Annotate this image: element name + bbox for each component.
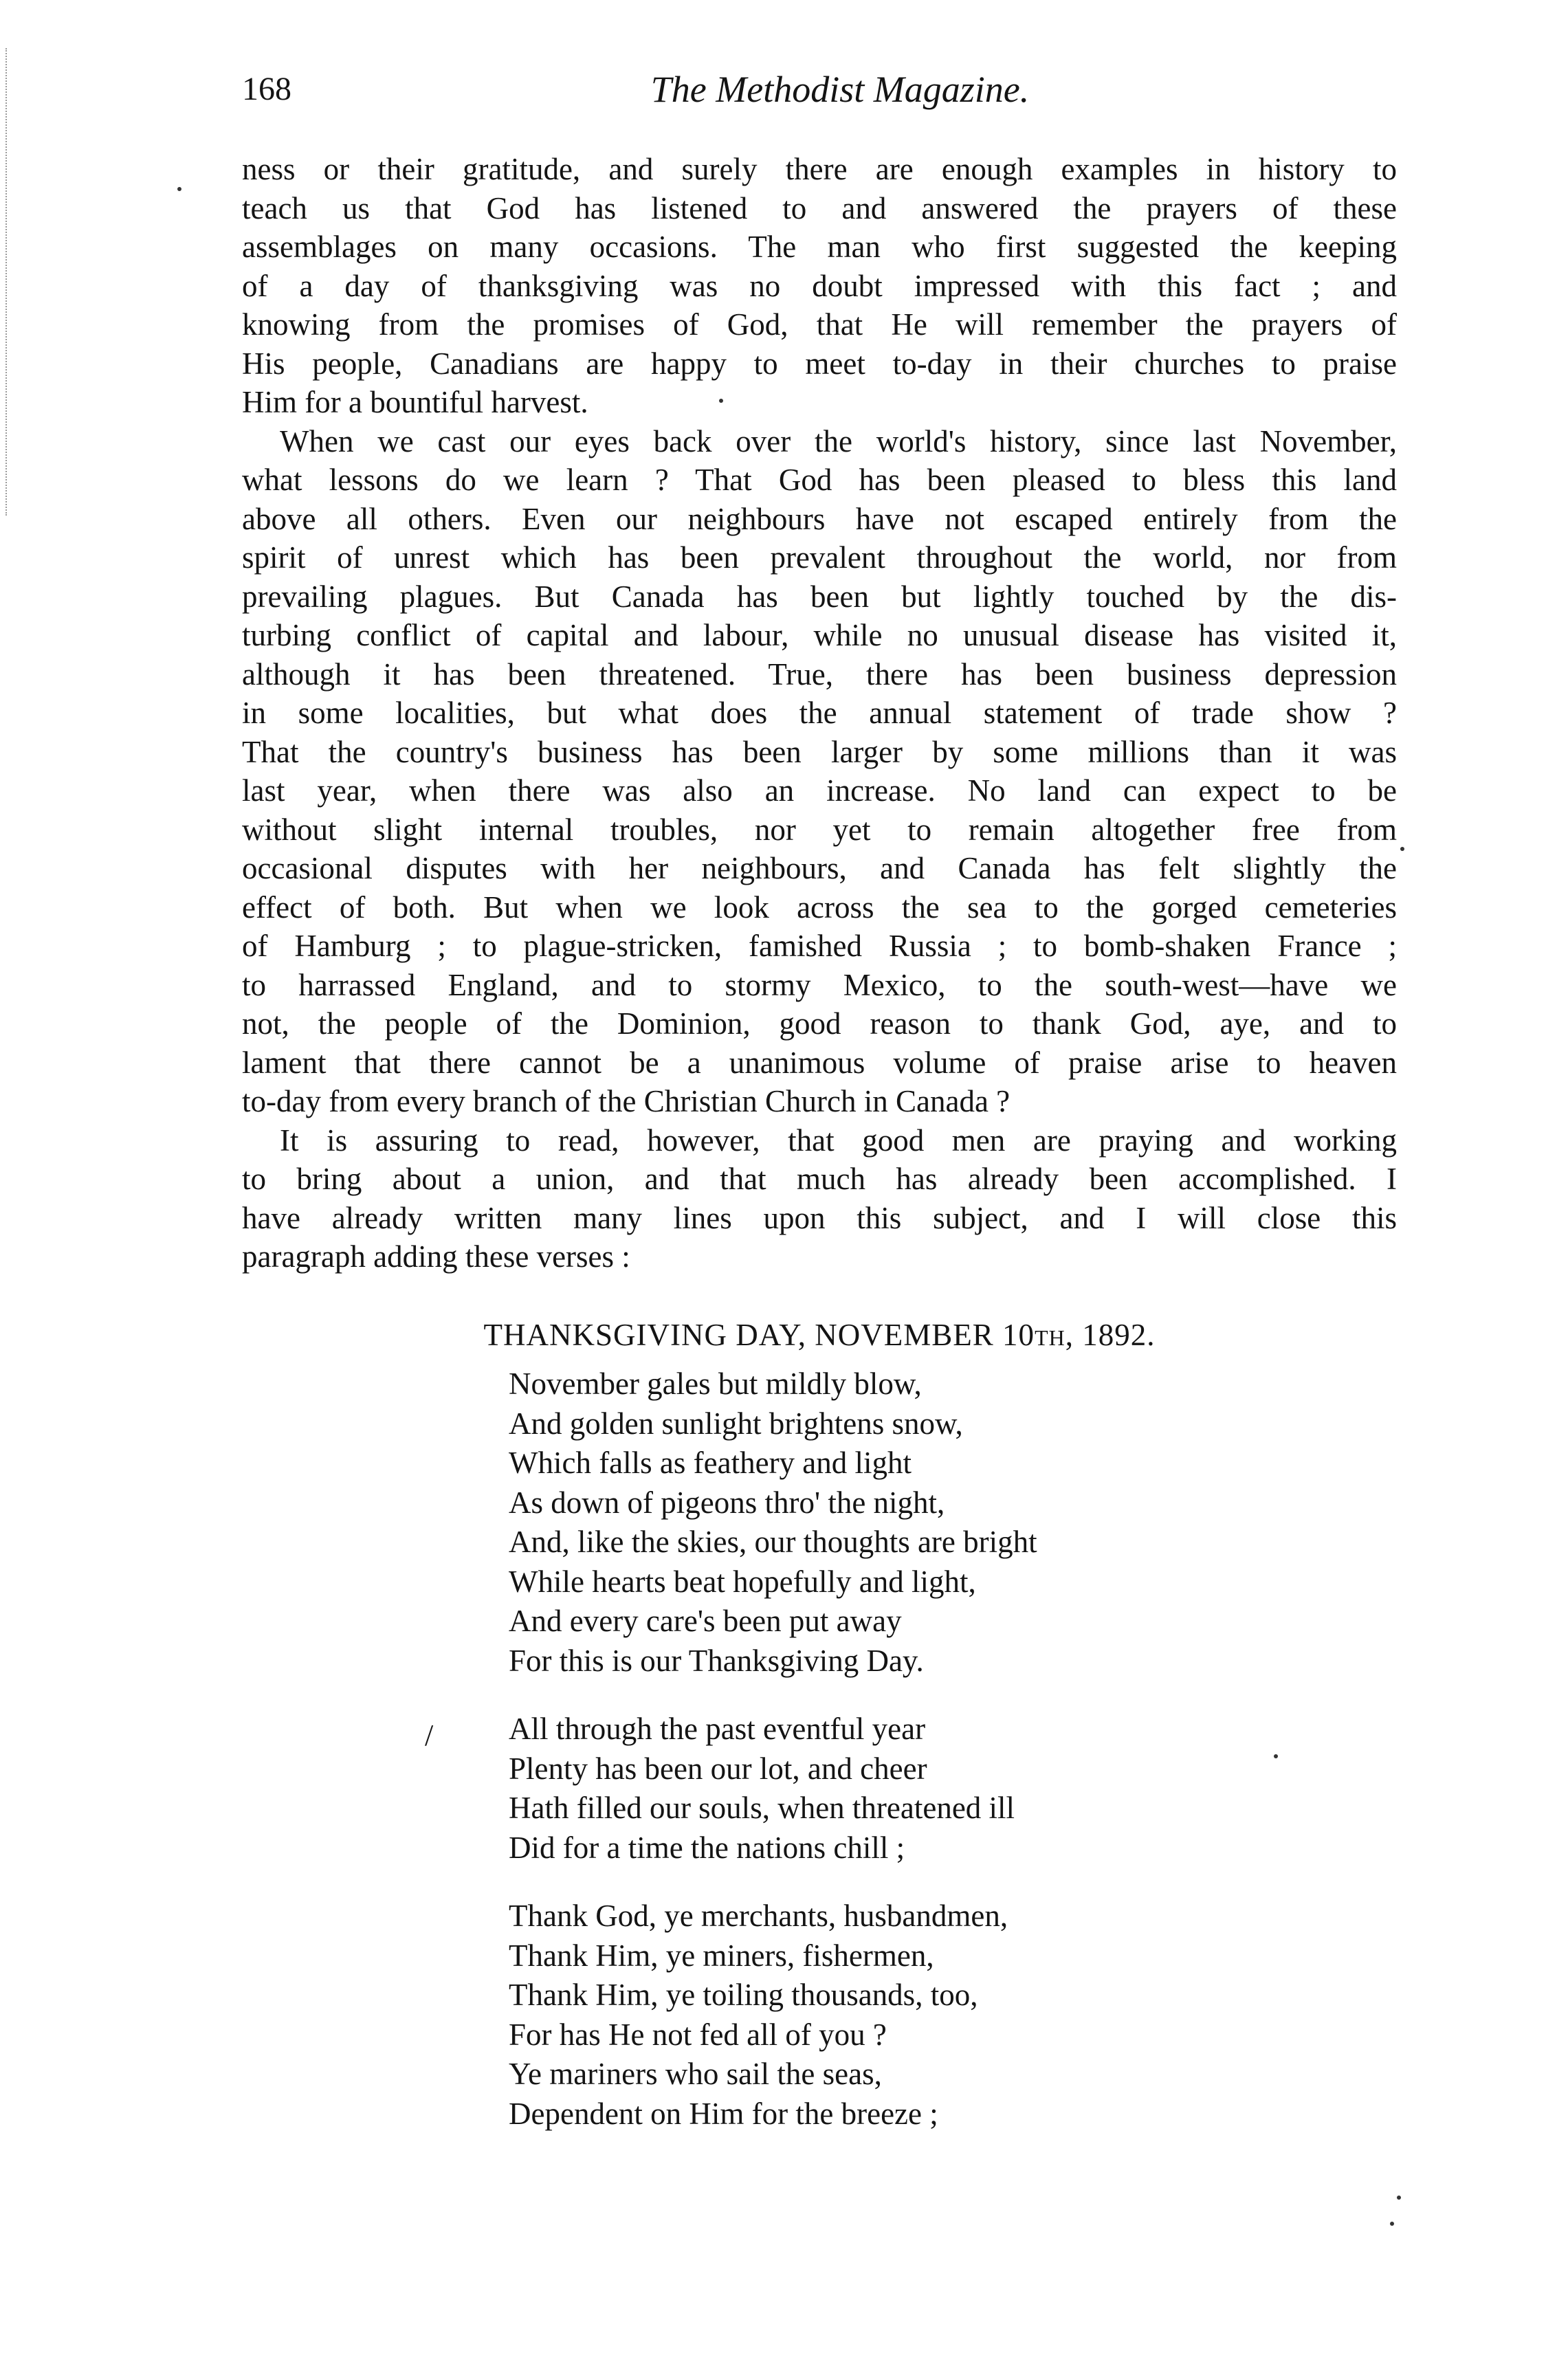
page-number: 168 xyxy=(242,71,291,107)
verse-line: All through the past eventful year xyxy=(509,1712,926,1746)
margin-slash-mark: / xyxy=(425,1718,434,1752)
paragraph-3 xyxy=(242,1121,1397,1276)
text-line: turbing conflict of capital and labour, while no unusual disease has visited it, xyxy=(242,618,1397,652)
poem-title xyxy=(242,1314,1397,1358)
text-line: occasional disputes with her neighbours, and Canada has felt slightly the xyxy=(242,851,1397,885)
text-line: what lessons do we learn ? That God has been pleased to bless this land xyxy=(242,463,1397,497)
text-line: ness or their gratitude, and surely there are enough examples in history to xyxy=(242,152,1397,186)
text-line: spirit of unrest which has been prevalent throughout the world, nor from xyxy=(242,540,1397,575)
verse-line: And every care's been put away xyxy=(509,1604,902,1638)
text-line: That the country's business has been larger by some millions than it was xyxy=(242,734,1397,769)
text-line: to harrassed England, and to stormy Mexico, to the south-west—have we xyxy=(242,967,1397,1002)
text-line: When we cast our eyes back over the world's history, since last November, xyxy=(280,423,1397,458)
page-header xyxy=(242,62,1397,117)
poem-title-year: , 1892. xyxy=(1065,1318,1156,1352)
text-line: prevailing plagues. But Canada has been but lightly touched by the dis- xyxy=(242,579,1397,614)
poem xyxy=(509,1364,1334,2163)
running-title: The Methodist Magazine. xyxy=(650,69,1030,110)
paragraph-1 xyxy=(242,150,1397,422)
text-line: effect of both. But when we look across the sea to the gorged cemeteries xyxy=(242,889,1397,925)
paragraph-2 xyxy=(242,422,1397,1121)
text-line: teach us that God has listened to and answered the prayers of these xyxy=(242,190,1397,225)
verse-line: And, like the skies, our thoughts are bright xyxy=(509,1525,1037,1559)
print-speck xyxy=(177,187,181,191)
stanza-3 xyxy=(509,1897,1334,2134)
text-line: paragraph adding these verses : xyxy=(242,1239,630,1274)
text-line: knowing from the promises of God, that He will remember the prayers of xyxy=(242,307,1397,342)
text-line: to bring about a union, and that much has already been accomplished. I xyxy=(242,1162,1397,1196)
text-line: in some localities, but what does the annual statement of trade show ? xyxy=(242,696,1397,730)
verse-line: Hath filled our souls, when threatened ill xyxy=(509,1791,1015,1825)
text-line: to-day from every branch of the Christian Church in Canada ? xyxy=(242,1084,1011,1118)
text-line: last year, when there was also an increase. No land can expect to be xyxy=(242,773,1397,808)
verse-line: Thank Him, ye toiling thousands, too, xyxy=(509,1978,978,2012)
stanza-2 xyxy=(509,1710,1334,1868)
text-line: not, the people of the Dominion, good reason to thank God, aye, and to xyxy=(242,1006,1397,1041)
text-line: above all others. Even our neighbours have not escaped entirely from the xyxy=(242,501,1397,536)
text-line: have already written many lines upon this subject, and I will close this xyxy=(242,1200,1397,1235)
verse-line: Did for a time the nations chill ; xyxy=(509,1830,905,1865)
poem-title-ordinal: TH xyxy=(1035,1325,1065,1350)
verse-line: Thank Him, ye miners, fishermen, xyxy=(509,1938,934,1973)
text-line: of a day of thanksgiving was no doubt impressed with this fact ; and xyxy=(242,268,1397,303)
verse-line: November gales but mildly blow, xyxy=(509,1367,922,1401)
text-line: of Hamburg ; to plague-stricken, famished Russia ; to bomb-shaken France ; xyxy=(242,929,1397,963)
text-line: His people, Canadians are happy to meet to-day in their churches to praise xyxy=(242,346,1397,381)
verse-line: Which falls as feathery and light xyxy=(509,1446,912,1480)
verse-line: Thank God, ye merchants, husbandmen, xyxy=(509,1899,1008,1933)
verse-line: For has He not fed all of you ? xyxy=(509,2017,887,2052)
text-line: It is assuring to read, however, that good men are praying and working xyxy=(280,1123,1397,1158)
print-speck xyxy=(1390,2222,1394,2226)
print-speck xyxy=(1397,2196,1401,2200)
verse-line: Dependent on Him for the breeze ; xyxy=(509,2096,938,2131)
verse-line: While hearts beat hopefully and light, xyxy=(509,1564,976,1599)
text-line: although it has been threatened. True, there has been business depression xyxy=(242,656,1397,692)
verse-line: Ye mariners who sail the seas, xyxy=(509,2057,882,2091)
verse-line: Plenty has been our lot, and cheer xyxy=(509,1751,927,1786)
verse-line: As down of pigeons thro' the night, xyxy=(509,1485,945,1520)
text-line: assemblages on many occasions. The man who first suggested the keeping xyxy=(242,230,1397,264)
text-line: without slight internal troubles, nor yet to remain altogether free from xyxy=(242,812,1397,847)
stanza-1 xyxy=(509,1364,1334,1681)
text-line: lament that there cannot be a unanimous volume of praise arise to heaven xyxy=(242,1045,1397,1080)
article-body xyxy=(242,150,1397,1276)
page-edge-binding xyxy=(5,48,14,516)
text-line: Him for a bountiful harvest. xyxy=(242,385,588,419)
verse-line: And golden sunlight brightens snow, xyxy=(509,1406,963,1441)
verse-line: For this is our Thanksgiving Day. xyxy=(509,1643,924,1678)
print-speck xyxy=(1400,847,1404,851)
poem-title-main: THANKSGIVING DAY, NOVEMBER 10 xyxy=(483,1318,1035,1352)
